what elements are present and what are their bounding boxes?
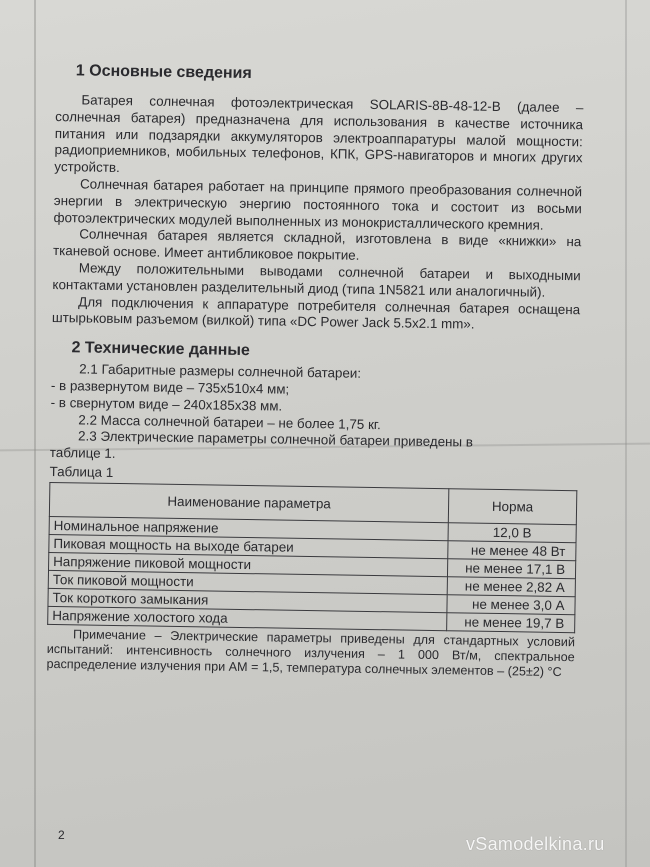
spec-line: таблице 1. xyxy=(49,445,116,462)
paragraph: Для подключения к аппаратуре потребителя солнечная батарея оснащена штырьковым разъемом (вилкой) типа «DC Power Jack 5.5х2.1 mm». xyxy=(51,293,581,332)
table-cell: Напряжение холостого хода xyxy=(48,606,447,630)
parameters-table xyxy=(47,482,577,633)
spec-line: - в развернутом виде – 735х510х4 мм; xyxy=(50,377,290,397)
spec-line: 2.3 Электрические параметры солнечной батареи приведены в xyxy=(78,428,474,450)
page-number: 2 xyxy=(58,828,65,842)
section-heading: 1 Основные сведения xyxy=(75,62,252,83)
table-cell: не менее 19,7 В xyxy=(447,613,575,633)
paragraph: Батарея солнечная фотоэлектрическая SOLARIS-8В-48-12-В (далее – солнечная батарея) предназначена для использования в качестве источника питания или подзарядки аккумуляторов электроаппаратуры малой мощности: радиоприемников, мобильных телефонов, КПК, GPS-навигаторов и многих других устройств. xyxy=(54,92,584,176)
document-content xyxy=(46,62,584,693)
paper-fold xyxy=(34,0,36,867)
table-cell: Ток пиковой мощности xyxy=(48,570,447,594)
table-cell: не менее 2,82 А xyxy=(447,577,575,597)
table-cell: Ток короткого замыкания xyxy=(48,588,447,612)
watermark: vSamodelkina.ru xyxy=(466,834,605,854)
section-heading: 2 Технические данные xyxy=(71,339,251,360)
paragraph: Солнечная батарея является складной, изготовлена в виде «книжки» на тканевой основе. Имеет антибликовое покрытие. xyxy=(52,226,582,263)
spec-line: 2.1 Габаритные размеры солнечной батареи: xyxy=(79,361,362,381)
spec-line: 2.2 Масса солнечной батареи – не более 1,75 кг. xyxy=(78,411,381,432)
table-cell: не менее 3,0 А xyxy=(447,595,575,615)
spec-line: - в свернутом виде – 240х185х38 мм. xyxy=(50,394,283,414)
table-cell: Пиковая мощность на выходе батареи xyxy=(49,534,448,558)
table-header-cell: Норма xyxy=(448,489,577,525)
table-note: Примечание – Электрические параметры приведены для стандартных условий испытаний: интенсивность солнечного излучения – 1 000 Вт/м, спектральное распределение излучения при АМ = 1,5, температура солнечных элементов – (25±2) °С xyxy=(46,627,576,679)
table-cell: Напряжение пиковой мощности xyxy=(49,552,448,576)
table-header-cell: Наименование параметра xyxy=(49,482,448,522)
table-cell: не менее 17,1 В xyxy=(447,559,575,579)
table-caption: Таблица 1 xyxy=(49,463,114,480)
table-cell: 12,0 В xyxy=(448,523,576,543)
table-cell: не менее 48 Вт xyxy=(448,541,576,561)
table-cell: Номинальное напряжение xyxy=(49,516,448,540)
paragraph: Между положительными выводами солнечной батареи и выходными контактами установлен разделительный диод (типа 1N5821 или аналогичный). xyxy=(52,260,581,300)
paragraph: Солнечная батарея работает на принципе прямого преобразования солнечной энергии в электрическую энергию постоянного тока и состоит из восьми фотоэлектрических модулей выполненных из монокристаллического кремния. xyxy=(53,176,583,233)
paper-fold xyxy=(625,0,627,867)
